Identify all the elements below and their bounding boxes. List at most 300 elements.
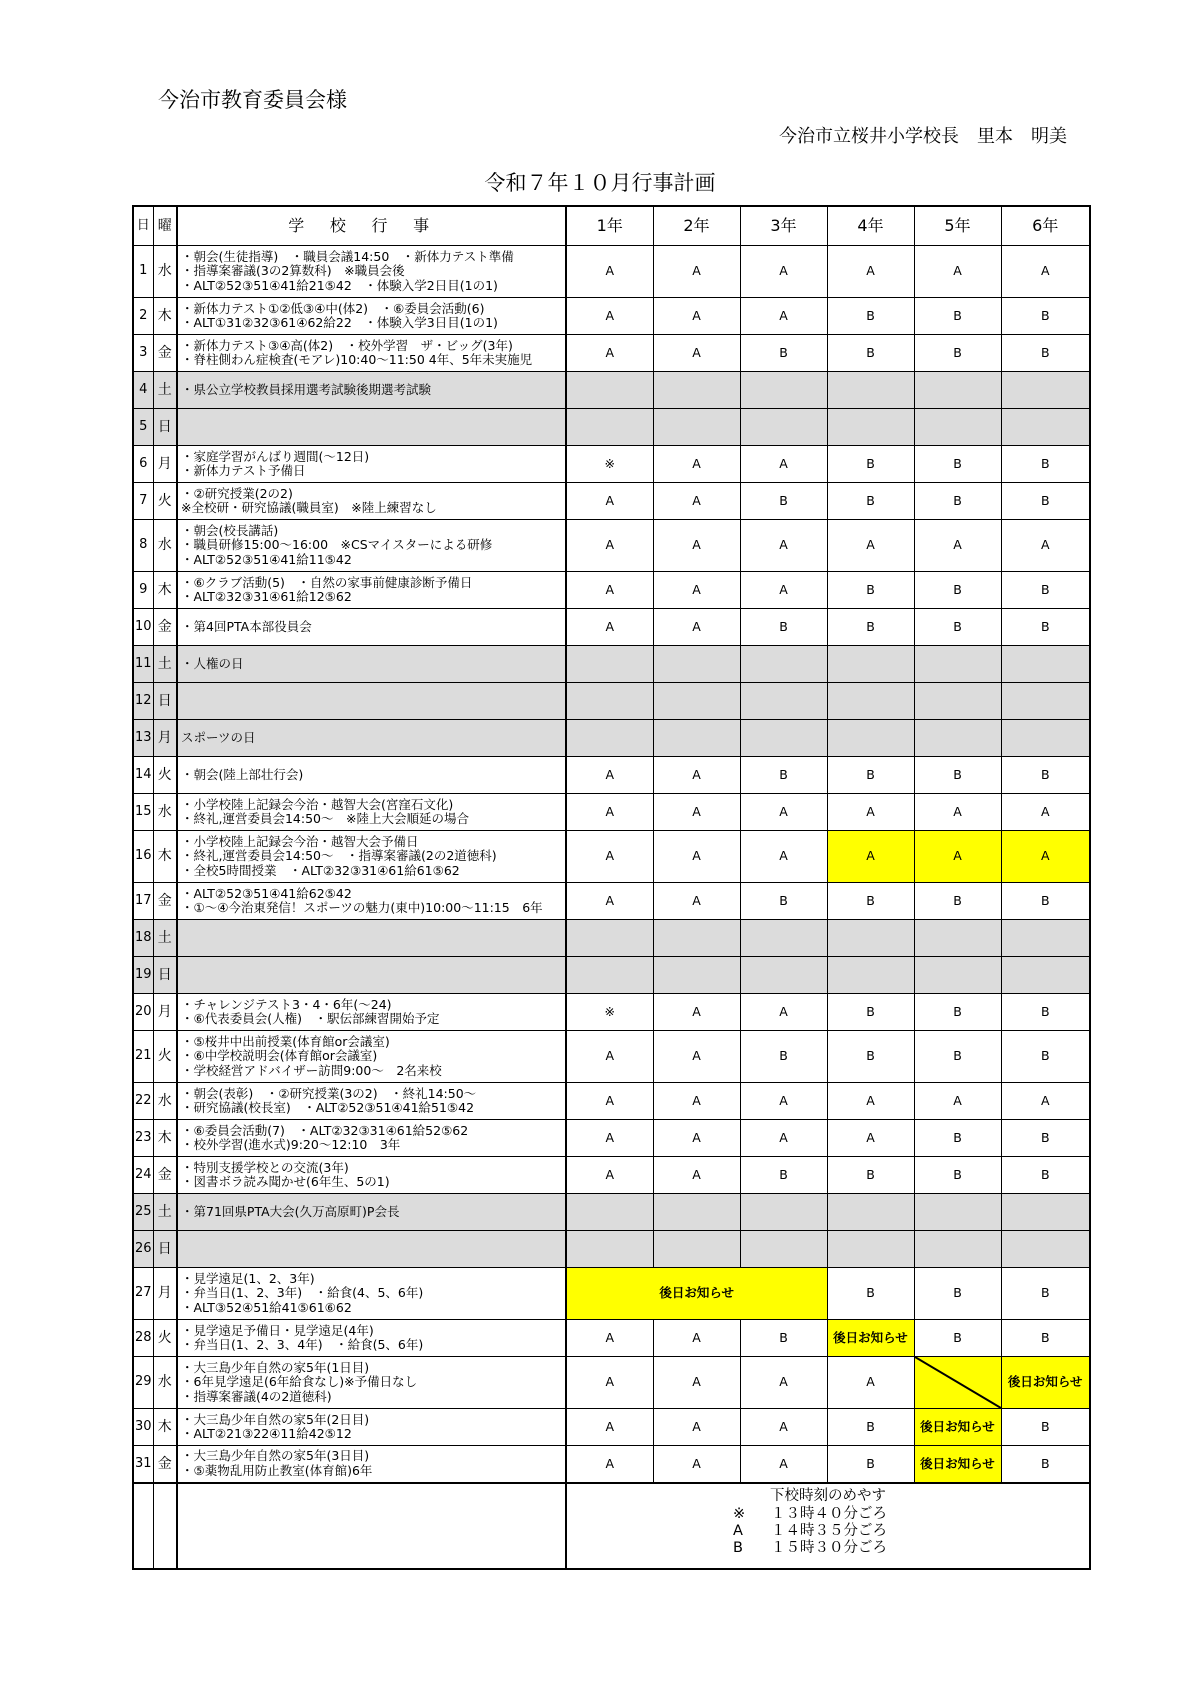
grade-cell: A (566, 1157, 653, 1194)
grade-cell: B (827, 994, 914, 1031)
schedule-row (133, 1320, 1090, 1357)
grade-cell: B (827, 483, 914, 520)
day-cell: 20 (133, 994, 153, 1031)
weekday-cell: 水 (153, 520, 177, 572)
day-cell: 17 (133, 883, 153, 920)
grade-cell (1001, 1194, 1090, 1231)
weekday-cell: 土 (153, 920, 177, 957)
dismissal-legend (566, 1483, 1090, 1569)
grade-cell: A (740, 298, 827, 335)
grade-cell: A (653, 794, 740, 831)
grade-cell: A (653, 1083, 740, 1120)
schedule-row (133, 994, 1090, 1031)
weekday-cell: 金 (153, 1446, 177, 1483)
grade-cell: A (740, 794, 827, 831)
events-cell: ・朝会(校長講話) ・職員研修15:00～16:00 ※CSマイスターによる研修 ・ALT②52③51④41給11⑤42 (177, 520, 566, 572)
schedule-row (133, 572, 1090, 609)
day-cell: 8 (133, 520, 153, 572)
schedule-body (133, 246, 1090, 1483)
sender-name: 今治市立桜井小学校長 里本 明美 (779, 126, 1067, 147)
grade-cell (914, 920, 1001, 957)
day-cell: 30 (133, 1409, 153, 1446)
grade-cell: A (740, 994, 827, 1031)
grade-notice-cell: 後日お知らせ (827, 1320, 914, 1357)
events-cell: ・第4回PTA本部役員会 (177, 609, 566, 646)
grade-cell: B (740, 883, 827, 920)
day-cell: 31 (133, 1446, 153, 1483)
grade-cell: A (566, 1320, 653, 1357)
grade-cell (1001, 409, 1090, 446)
schedule-row (133, 831, 1090, 883)
events-cell (177, 1231, 566, 1268)
day-cell: 14 (133, 757, 153, 794)
schedule-row (133, 409, 1090, 446)
schedule-row (133, 1357, 1090, 1409)
grade-cell: A (827, 831, 914, 883)
grade-cell: B (740, 1031, 827, 1083)
weekday-cell: 土 (153, 372, 177, 409)
grade-cell: B (827, 335, 914, 372)
grade-cell: A (1001, 520, 1090, 572)
events-cell: ・家庭学習がんばり週間(～12日) ・新体力テスト予備日 (177, 446, 566, 483)
grade-cell: A (566, 831, 653, 883)
schedule-row (133, 1194, 1090, 1231)
legend-mark: A (733, 1522, 743, 1539)
weekday-cell: 日 (153, 1231, 177, 1268)
grade-notice-cell: 後日お知らせ (914, 1446, 1001, 1483)
grade-cell: B (740, 1157, 827, 1194)
grade-cell: B (827, 609, 914, 646)
day-cell: 2 (133, 298, 153, 335)
events-cell: ・チャレンジテスト3・4・6年(～24) ・⑥代表委員会(人権) ・駅伝部練習開始予定 (177, 994, 566, 1031)
events-cell (177, 957, 566, 994)
weekday-cell: 月 (153, 1268, 177, 1320)
grade-cell (827, 720, 914, 757)
document-title: 令和７年１０月行事計画 (484, 171, 716, 195)
grade-cell: B (1001, 572, 1090, 609)
grade-cell (914, 720, 1001, 757)
grade-cell: B (827, 1268, 914, 1320)
grade-cell (914, 957, 1001, 994)
weekday-cell: 木 (153, 831, 177, 883)
weekday-cell: 火 (153, 1031, 177, 1083)
schedule-row (133, 1083, 1090, 1120)
grade-cell: A (653, 1031, 740, 1083)
grade-cell: A (740, 1409, 827, 1446)
day-cell: 26 (133, 1231, 153, 1268)
grade-cell: A (914, 1083, 1001, 1120)
grade-cell: B (740, 483, 827, 520)
grade-cell: B (914, 298, 1001, 335)
events-cell: ・②研究授業(2の2) ※全校研・研究協議(職員室) ※陸上練習なし (177, 483, 566, 520)
events-cell: ・県公立学校教員採用選考試験後期選考試験 (177, 372, 566, 409)
grade-cell: A (566, 1083, 653, 1120)
grade-cell (740, 920, 827, 957)
grade-cell: B (1001, 1446, 1090, 1483)
grade-cell (566, 720, 653, 757)
grade-cell: A (740, 446, 827, 483)
grade-cell (653, 646, 740, 683)
schedule-row (133, 720, 1090, 757)
grade-cell: A (827, 1357, 914, 1409)
grade-cell (740, 372, 827, 409)
events-cell: ・新体力テスト③④高(体2) ・校外学習 ザ・ビッグ(3年) ・脊柱側わん症検査(モアレ)10:40～11:50 4年、5年未実施児 (177, 335, 566, 372)
schedule-table (132, 205, 1091, 1570)
weekday-cell: 金 (153, 609, 177, 646)
col-header-grade-3: 3年 (740, 206, 827, 246)
grade-cell (1001, 372, 1090, 409)
grade-cell (914, 372, 1001, 409)
day-cell: 1 (133, 246, 153, 298)
legend-time: １４時３５分ごろ (771, 1522, 887, 1539)
day-cell: 7 (133, 483, 153, 520)
schedule-row (133, 683, 1090, 720)
day-cell: 16 (133, 831, 153, 883)
grade-cell: A (914, 831, 1001, 883)
events-cell: ・朝会(生徒指導) ・職員会議14:50 ・新体力テスト準備 ・指導案審議(3の2算数科) ※職員会後 ・ALT②52③51④41給21⑤42 ・体験入学2日目(1の1) (177, 246, 566, 298)
grade-cell: B (1001, 1157, 1090, 1194)
grade-cell: B (914, 1157, 1001, 1194)
schedule-row (133, 1231, 1090, 1268)
grade-cell (827, 957, 914, 994)
events-cell: ・大三島少年自然の家5年(3日目) ・⑤薬物乱用防止教室(体育館)6年 (177, 1446, 566, 1483)
grade-cell (1001, 646, 1090, 683)
grade-cell: B (1001, 298, 1090, 335)
grade-cell: ※ (566, 446, 653, 483)
weekday-cell: 日 (153, 409, 177, 446)
day-cell: 22 (133, 1083, 153, 1120)
grade-cell (827, 1194, 914, 1231)
legend-time: １３時４０分ごろ (771, 1505, 887, 1522)
grade-cell: A (653, 572, 740, 609)
day-cell: 29 (133, 1357, 153, 1409)
col-header-grade-4: 4年 (827, 206, 914, 246)
grade-cell: B (914, 1268, 1001, 1320)
col-header-day: 日 (133, 206, 153, 246)
weekday-cell: 火 (153, 1320, 177, 1357)
grade-cell: A (827, 246, 914, 298)
grade-cell: B (827, 1031, 914, 1083)
grade-cell (1001, 720, 1090, 757)
grade-cell: A (740, 831, 827, 883)
grade-notice-cell: 後日お知らせ (566, 1268, 827, 1320)
events-cell (177, 683, 566, 720)
events-cell: ・新体力テスト①②低③④中(体2) ・⑥委員会活動(6) ・ALT①31②32③61④62給22 ・体験入学3日目(1の1) (177, 298, 566, 335)
schedule-row (133, 794, 1090, 831)
weekday-cell: 金 (153, 1157, 177, 1194)
day-cell: 10 (133, 609, 153, 646)
grade-cell (740, 409, 827, 446)
grade-cell: B (1001, 483, 1090, 520)
day-cell: 9 (133, 572, 153, 609)
events-cell: ・大三島少年自然の家5年(1日目) ・6年見学遠足(6年給食なし)※予備日なし ・指導案審議(4の2道徳科) (177, 1357, 566, 1409)
grade-cell: B (740, 1320, 827, 1357)
grade-cell: B (1001, 609, 1090, 646)
grade-cell: B (914, 994, 1001, 1031)
grade-cell (653, 720, 740, 757)
weekday-cell: 水 (153, 1083, 177, 1120)
grade-cell (566, 683, 653, 720)
events-cell: スポーツの日 (177, 720, 566, 757)
grade-cell: A (914, 794, 1001, 831)
grade-cell: A (653, 1357, 740, 1409)
grade-cell: A (653, 1409, 740, 1446)
grade-cell: A (653, 1446, 740, 1483)
legend-line (733, 1506, 923, 1523)
grade-cell (566, 372, 653, 409)
grade-cell: B (827, 757, 914, 794)
footer-blank-weekday (153, 1483, 177, 1569)
grade-cell (1001, 957, 1090, 994)
grade-cell: A (653, 994, 740, 1031)
grade-cell-not-applicable (914, 1357, 1001, 1409)
day-cell: 11 (133, 646, 153, 683)
grade-cell: A (653, 335, 740, 372)
grade-cell: A (740, 1357, 827, 1409)
grade-cell: B (1001, 1120, 1090, 1157)
grade-cell: A (914, 246, 1001, 298)
day-cell: 12 (133, 683, 153, 720)
grade-cell: A (653, 1157, 740, 1194)
grade-cell (914, 683, 1001, 720)
grade-cell: B (914, 483, 1001, 520)
grade-cell: B (914, 609, 1001, 646)
grade-cell: B (827, 883, 914, 920)
grade-cell (1001, 920, 1090, 957)
grade-cell: A (914, 520, 1001, 572)
events-cell: ・小学校陸上記録会今治・越智大会予備日 ・終礼,運営委員会14:50～ ・指導案審議(2の2道徳科) ・全校5時間授業 ・ALT②32③31④61給61⑤62 (177, 831, 566, 883)
weekday-cell: 金 (153, 883, 177, 920)
events-cell: ・⑥委員会活動(7) ・ALT②32③31④61給52⑤62 ・校外学習(進水式)9:20～12:10 3年 (177, 1120, 566, 1157)
footer-blank-events (177, 1483, 566, 1569)
grade-cell: A (566, 794, 653, 831)
grade-cell: A (653, 831, 740, 883)
grade-cell: A (566, 609, 653, 646)
weekday-cell: 水 (153, 1357, 177, 1409)
grade-cell: B (827, 1157, 914, 1194)
grade-cell (566, 1194, 653, 1231)
grade-cell: B (914, 883, 1001, 920)
schedule-row (133, 520, 1090, 572)
schedule-row (133, 646, 1090, 683)
grade-cell: B (914, 446, 1001, 483)
events-cell: ・ALT②52③51④41給62⑤42 ・①～④今治東発信！スポーツの魅力(東中)10:00～11:15 6年 (177, 883, 566, 920)
events-cell (177, 409, 566, 446)
grade-cell (914, 1231, 1001, 1268)
grade-cell: B (914, 1120, 1001, 1157)
day-cell: 21 (133, 1031, 153, 1083)
day-cell: 25 (133, 1194, 153, 1231)
events-cell: ・朝会(表彰) ・②研究授業(3の2) ・終礼14:50～ ・研究協議(校長室) ・ALT②52③51④41給51⑤42 (177, 1083, 566, 1120)
grade-cell: A (740, 246, 827, 298)
weekday-cell: 水 (153, 246, 177, 298)
grade-cell: A (566, 1357, 653, 1409)
grade-cell (653, 409, 740, 446)
col-header-events: 学校行事 (177, 206, 566, 246)
grade-cell: B (914, 572, 1001, 609)
events-cell: ・第71回県PTA大会(久万高原町)P会長 (177, 1194, 566, 1231)
diagonal-line-icon (915, 1357, 1001, 1408)
schedule-row (133, 1120, 1090, 1157)
col-header-grade-1: 1年 (566, 206, 653, 246)
weekday-cell: 月 (153, 720, 177, 757)
grade-cell (653, 1194, 740, 1231)
schedule-row (133, 246, 1090, 298)
grade-cell: A (653, 1320, 740, 1357)
grade-cell: B (1001, 1268, 1090, 1320)
grade-cell: A (740, 1120, 827, 1157)
grade-cell: B (1001, 446, 1090, 483)
grade-cell: B (914, 1320, 1001, 1357)
grade-cell: A (740, 572, 827, 609)
grade-cell: A (827, 1083, 914, 1120)
schedule-row (133, 883, 1090, 920)
weekday-cell: 日 (153, 957, 177, 994)
schedule-row (133, 1031, 1090, 1083)
grade-cell: B (914, 1031, 1001, 1083)
events-cell: ・見学遠足(1、2、3年) ・弁当日(1、2、3年) ・給食(4、5、6年) ・ALT③52④51給41⑤61⑥62 (177, 1268, 566, 1320)
grade-cell: ※ (566, 994, 653, 1031)
legend-title: 下校時刻のめやす (770, 1487, 886, 1504)
grade-cell: A (566, 335, 653, 372)
grade-cell: A (1001, 794, 1090, 831)
grade-cell: B (740, 335, 827, 372)
grade-cell (740, 683, 827, 720)
recipient-name: 今治市教育委員会様 (158, 88, 347, 112)
weekday-cell: 日 (153, 683, 177, 720)
grade-cell (566, 409, 653, 446)
weekday-cell: 木 (153, 1409, 177, 1446)
schedule-row (133, 446, 1090, 483)
grade-cell: A (566, 1446, 653, 1483)
day-cell: 15 (133, 794, 153, 831)
col-header-grade-5: 5年 (914, 206, 1001, 246)
grade-cell: A (566, 883, 653, 920)
grade-cell (827, 683, 914, 720)
grade-cell: B (827, 1409, 914, 1446)
weekday-cell: 木 (153, 572, 177, 609)
grade-cell (1001, 683, 1090, 720)
grade-cell (827, 372, 914, 409)
grade-cell: B (914, 757, 1001, 794)
events-cell: ・⑥クラブ活動(5) ・自然の家事前健康診断予備日 ・ALT②32③31④61給12⑤62 (177, 572, 566, 609)
grade-cell: B (1001, 757, 1090, 794)
grade-cell: A (653, 757, 740, 794)
weekday-cell: 木 (153, 1120, 177, 1157)
schedule-row (133, 1268, 1090, 1320)
schedule-row (133, 372, 1090, 409)
events-cell: ・⑤桜井中出前授業(体育館or会議室) ・⑥中学校説明会(体育館or会議室) ・学校経営アドバイザー訪問9:00～ 2名来校 (177, 1031, 566, 1083)
weekday-cell: 月 (153, 994, 177, 1031)
schedule-row (133, 1157, 1090, 1194)
grade-cell: B (827, 446, 914, 483)
weekday-cell: 土 (153, 646, 177, 683)
grade-cell (653, 372, 740, 409)
grade-cell: B (827, 572, 914, 609)
grade-cell (653, 683, 740, 720)
grade-cell: A (653, 883, 740, 920)
day-cell: 6 (133, 446, 153, 483)
grade-cell: B (1001, 1409, 1090, 1446)
col-header-grade-2: 2年 (653, 206, 740, 246)
grade-cell: B (1001, 883, 1090, 920)
grade-cell: A (653, 446, 740, 483)
schedule-row (133, 1409, 1090, 1446)
events-cell (177, 920, 566, 957)
grade-cell: A (827, 794, 914, 831)
grade-cell (914, 646, 1001, 683)
grade-cell: A (653, 298, 740, 335)
legend-mark: B (733, 1539, 743, 1556)
day-cell: 24 (133, 1157, 153, 1194)
header-row (133, 206, 1090, 246)
grade-cell: A (566, 757, 653, 794)
day-cell: 23 (133, 1120, 153, 1157)
grade-cell (740, 957, 827, 994)
schedule-row (133, 1446, 1090, 1483)
weekday-cell: 水 (153, 794, 177, 831)
grade-cell: A (740, 1446, 827, 1483)
grade-cell (740, 1231, 827, 1268)
grade-cell (914, 1194, 1001, 1231)
grade-cell: B (1001, 994, 1090, 1031)
grade-cell (827, 409, 914, 446)
grade-cell: A (566, 246, 653, 298)
grade-cell: A (1001, 246, 1090, 298)
weekday-cell: 木 (153, 298, 177, 335)
schedule-row (133, 957, 1090, 994)
grade-cell (566, 957, 653, 994)
grade-cell: A (740, 1083, 827, 1120)
day-cell: 4 (133, 372, 153, 409)
schedule-row (133, 298, 1090, 335)
footer-row (133, 1483, 1090, 1569)
grade-cell (566, 1231, 653, 1268)
grade-cell: A (1001, 1083, 1090, 1120)
grade-cell (566, 646, 653, 683)
grade-cell: A (827, 1120, 914, 1157)
grade-cell: B (914, 335, 1001, 372)
weekday-cell: 月 (153, 446, 177, 483)
grade-cell: B (1001, 1031, 1090, 1083)
grade-cell: A (653, 609, 740, 646)
grade-cell: A (827, 520, 914, 572)
grade-cell: B (827, 1446, 914, 1483)
grade-cell: B (740, 757, 827, 794)
events-cell: ・見学遠足予備日・見学遠足(4年) ・弁当日(1、2、3、4年) ・給食(5、6年) (177, 1320, 566, 1357)
footer-blank-day (133, 1483, 153, 1569)
day-cell: 3 (133, 335, 153, 372)
schedule-row (133, 757, 1090, 794)
grade-cell: A (566, 298, 653, 335)
col-header-grade-6: 6年 (1001, 206, 1090, 246)
grade-cell: A (653, 520, 740, 572)
grade-cell (653, 920, 740, 957)
legend-line (733, 1523, 923, 1540)
day-cell: 5 (133, 409, 153, 446)
grade-cell (740, 720, 827, 757)
grade-cell: B (740, 609, 827, 646)
grade-cell (653, 1231, 740, 1268)
grade-cell: B (1001, 1320, 1090, 1357)
grade-cell: B (1001, 335, 1090, 372)
grade-cell: A (1001, 831, 1090, 883)
day-cell: 13 (133, 720, 153, 757)
grade-cell: A (566, 1031, 653, 1083)
legend-mark: ※ (733, 1505, 746, 1522)
grade-cell: A (566, 483, 653, 520)
weekday-cell: 金 (153, 335, 177, 372)
